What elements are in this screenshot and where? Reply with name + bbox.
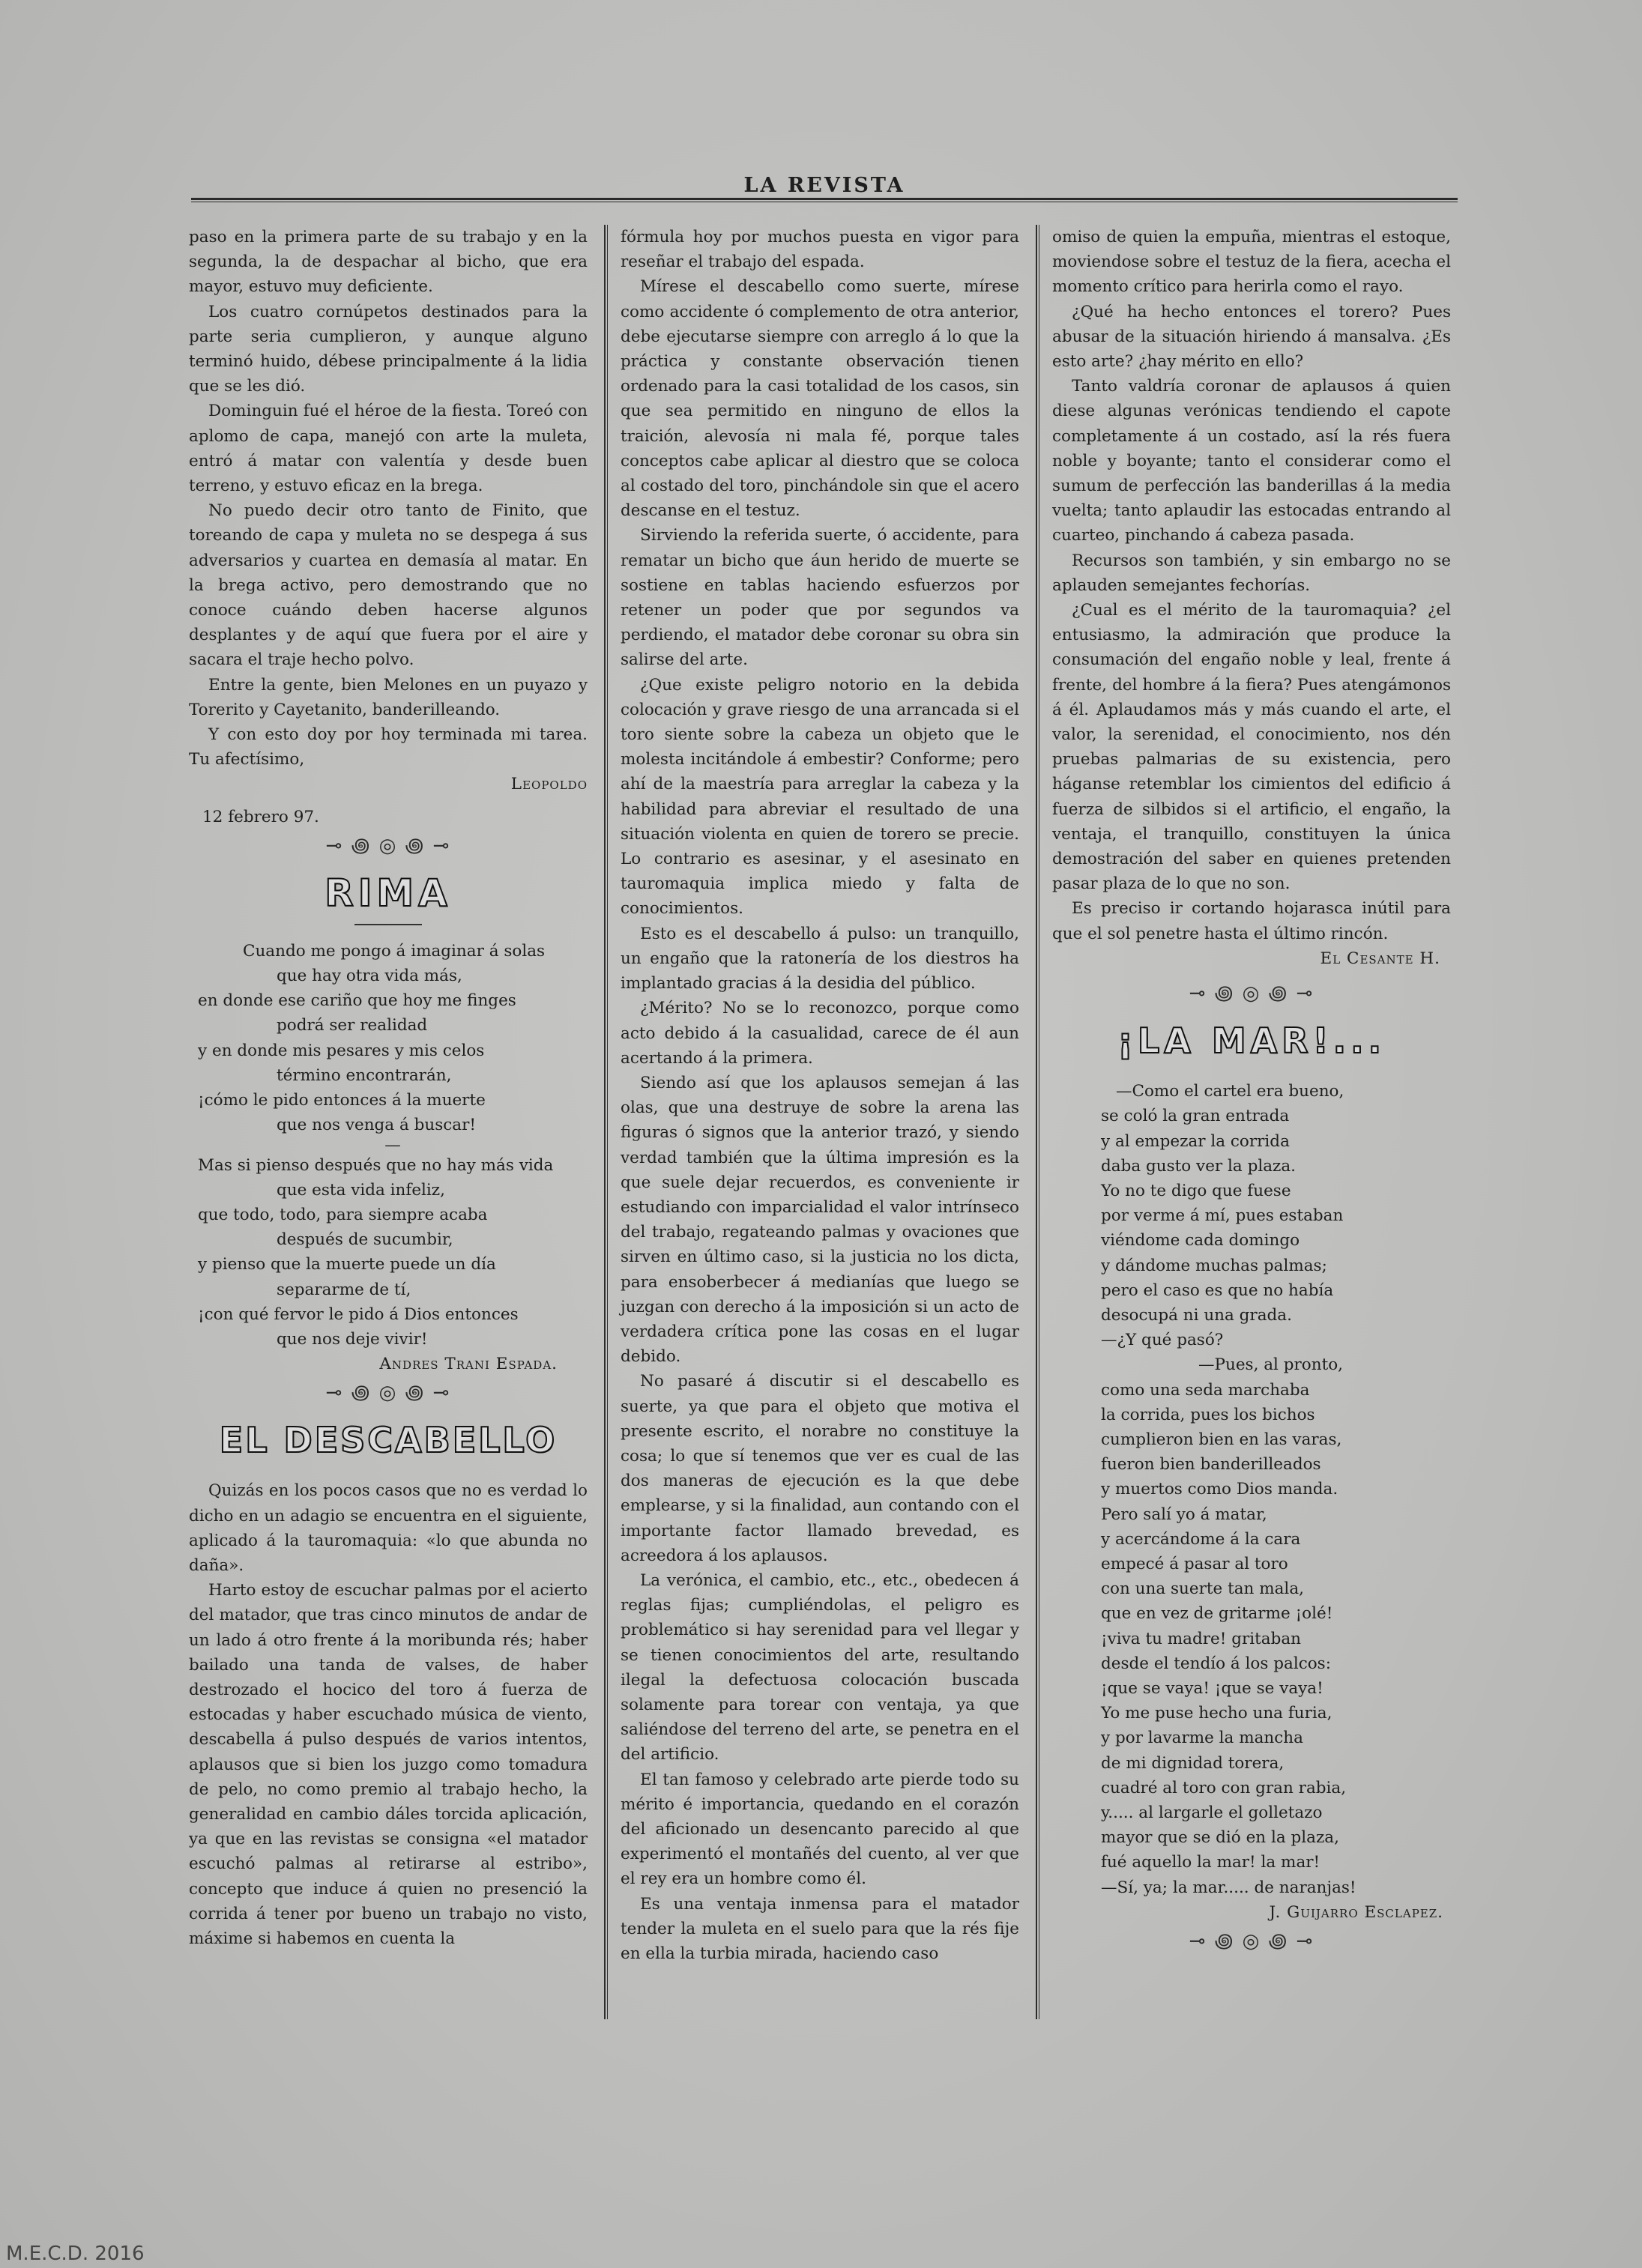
poem-line: con una suerte tan mala, [1101,1579,1304,1599]
poem-line: ¡viva tu madre! gritaban [1101,1629,1302,1648]
letter-paragraph: Dominguin fué el héroe de la fiesta. Toreó con aplomo de capa, manejó con arte la muleta, entró á matar con valentía y desde buen terreno, y estuvo eficaz en la brega. [189,402,588,496]
letter-paragraph: No puedo decir otro tanto de Finito, que toreando de capa y muleta no se despega á sus adversarios y cuartea en demasía al matar. En la brega activo, pero demostrando que no conoce cuándo deben hacerse algunos desplantes y de aquí que fuera por el aire y sacara el traje hecho polvo. [189,501,588,670]
poem-line: —Pues, al pronto, [1198,1355,1344,1375]
letter-paragraph: paso en la primera parte de su trabajo y en la segunda, la de despachar al bicho, que era mayor, estuvo muy deficiente. [189,228,588,297]
column-1 [189,225,588,1951]
descabello-title: EL DESCABELLO [219,1420,558,1461]
article-paragraph: Esto es el descabello á pulso: un tranquillo, un engaño que la ratonería de los diestros ha implantado gracias á la desidia del público. [621,924,1019,994]
poem-line: y pienso que la muerte puede un día [198,1255,496,1274]
article-paragraph: ¿Mérito? No se lo reconozco, porque como acto debido á la casualidad, carece de él aun acertando á la primera. [621,999,1019,1068]
article-paragraph: Mírese el descabello como suerte, mírese como accidente ó complemento de otra anterior, debe ejecutarse siempre con arreglo á lo que la práctica y constante observación tienen ordenado para la casi totalidad de los casos, sin que sea permitido en ninguno de ellos la traición, alevosía ni mala fé, porque tales conceptos cabe aplicar al diestro que se coloca al costado del toro, pinchándole sin que el acero descanse en el testuz. [621,277,1019,521]
poem-line: y por lavarme la mancha [1101,1729,1303,1748]
poem-line: ¡que se vaya! ¡que se vaya! [1101,1678,1323,1698]
poem-line: y muertos como Dios manda. [1101,1480,1338,1499]
poem-line: término encontrarán, [277,1065,452,1085]
poem-line: mayor que se dió en la plaza, [1101,1828,1339,1848]
article-paragraph: Recursos son también, y sin embargo no se aplauden semejantes fechorías. [1052,551,1451,595]
column-3 [1052,225,1451,1958]
poem-line: y..... al largarle el golletazo [1101,1803,1323,1822]
rima-title: RIMA [325,871,452,915]
poem-line: después de sucumbir, [277,1230,453,1250]
poem-line: Mas si pienso después que no hay más vida [198,1155,554,1175]
poem-line: daba gusto ver la plaza. [1101,1156,1297,1176]
poem-line: —Como el cartel era bueno, [1116,1082,1344,1101]
article-paragraph: omiso de quien la empuña, mientras el estoque, moviendose sobre el testuz de la fiera, acecha el momento crítico para herirla como el rayo. [1052,228,1451,297]
poem-line: que esta vida infeliz, [277,1180,445,1200]
poem-line: de mi dignidad torera, [1101,1753,1285,1773]
poem-line: que nos venga á buscar! [277,1116,477,1135]
poem-line: —¿Y qué pasó? [1101,1331,1224,1350]
letter-signature: Leopoldo [510,775,588,794]
ornament-divider: ⊸ ꩜ ◎ ꩜ ⊸ [325,1382,451,1405]
article-paragraph: ¿Cual es el mérito de la tauromaquia? ¿el entusiasmo, la admiración que produce la consumación del engaño noble y leal, frente á frente, del hombre á la fiera? Pues atengámonos á él. Aplaudamos más y más cuando el arte, el valor, la serenidad, el conocimiento, nos dén pruebas palmarias de su existencia, pero háganse retemblar los cimientos del edificio á fuerza de silbidos si el artificio, el engaño, la ventaja, el tranquillo, constituyen la única demostración del saber en quienes pretenden pasar plaza de lo que no son. [1052,601,1451,894]
column-divider-1 [604,225,608,2019]
poem-line: fué aquello la mar! la mar! [1101,1853,1320,1872]
column-divider-2 [1036,225,1039,2019]
rima-poem [198,939,588,1352]
letter-paragraph: Y con esto doy por hoy terminada mi tarea. Tu afectísimo, [189,725,588,769]
article-signature: El Cesante H. [1320,949,1440,968]
title-underline [354,924,422,925]
poem-line: y en donde mis pesares y mis celos [198,1041,485,1060]
poem-line: empecé á pasar al toro [1101,1554,1288,1573]
poem-line: y al empezar la corrida [1101,1131,1290,1151]
stanza-separator: — [384,1135,401,1155]
article-paragraph: No pasaré á discutir si el descabello es suerte, ya que para el objeto que motiva el presente escrito, el norabre no constituye la cosa; lo que sí tenemos que ver es cual de las dos maneras de ejecución es la que debe emplearse, y si la finalidad, aun contando con el importante factor llamado brevedad, es acreedora á los aplausos. [621,1372,1019,1565]
poem-line: cuadré al toro con gran rabia, [1101,1778,1347,1797]
ornament-divider: ⊸ ꩜ ◎ ꩜ ⊸ [325,834,451,857]
article-paragraph: El tan famoso y celebrado arte pierde todo su mérito é importancia, quedando en el corazón del aficionado un desencanto parecido al que experimentó el montañés del cuento, al ver que el rey era un hombre como él. [621,1770,1019,1889]
poem-line: como una seda marchaba [1101,1380,1310,1400]
poem-line: que en vez de gritarme ¡olé! [1101,1604,1333,1624]
poem-line: —Sí, ya; la mar..... de naranjas! [1101,1878,1356,1897]
poem-line: cumplieron bien en las varas, [1101,1430,1342,1449]
poem-line: Yo me puse hecho una furia, [1101,1704,1332,1723]
poem-line: se coló la gran entrada [1101,1107,1290,1126]
mar-title: ¡LA MAR!... [1117,1020,1386,1062]
poem-line: podrá ser realidad [277,1016,428,1035]
poem-line: desde el tendío á los palcos: [1101,1654,1331,1673]
poem-line: y dándome muchas palmas; [1101,1256,1327,1275]
spacer [1052,1067,1451,1079]
masthead-rule [191,198,1458,202]
article-paragraph: Sirviendo la referida suerte, ó accidente, para rematar un bicho que áun herido de muerte se sostiene en tablas haciendo esfuerzos por retener un poder que por segundos va perdiendo, el matador debe coronar su obra sin salirse del arte. [621,526,1019,670]
poem-line: Yo no te digo que fuese [1101,1181,1291,1200]
article-paragraph: Siendo así que los aplausos semejan á las olas, que una destruye de sobre la arena las figuras ó signos que la anterior trazó, y siendo verdad también que la última impresión es la que suele dejar recuerdos, es conveniente ir estudiando con imparcialidad el valor intrínseco del trabajo, regateando palmas y ovaciones que sirven en último caso, si la justicia no los dicta, para ensoberbecer á medianías que luego se juzgan con derecho á la imposición si un acto de verdadera crítica pone las cosas en el lugar debido. [621,1073,1019,1367]
poem-line: que nos deje vivir! [277,1329,428,1349]
poem-line: que todo, todo, para siempre acaba [198,1205,488,1224]
poem-line: Cuando me pongo á imaginar á solas [243,941,546,961]
letter-paragraph: Los cuatro cornúpetos destinados para la parte seria cumplieron, y aunque alguno terminó huido, débese principalmente á la lidia que se les dió. [189,302,588,396]
ornament-divider: ⊸ ꩜ ◎ ꩜ ⊸ [1189,982,1314,1006]
poem-line: por verme á mí, pues estaban [1101,1206,1344,1226]
poem-line: ¡cómo le pido entonces á la muerte [198,1091,486,1110]
archive-watermark: M.E.C.D. 2016 [6,2243,145,2265]
article-paragraph: Es una ventaja inmensa para el matador tender la muleta en el suelo para que la rés fije en ella la turbia mirada, haciendo caso [621,1894,1019,1964]
article-paragraph: Tanto valdría coronar de aplausos á quien diese algunas verónicas tendiendo el capote completamente á un costado, así la rés fuera noble y boyante; tanto el considerar como el sumum de perfección las banderillas á la media vuelta; tanto aplaudir las estocadas entrando al cuarteo, pinchando á cabeza pasada. [1052,377,1451,545]
letter-date: 12 febrero 97. [202,807,319,826]
article-paragraph: Harto estoy de escuchar palmas por el acierto del matador, que tras cinco minutos de andar de un lado á otro frente á la moribunda rés; haber bailado una tanda de valses, de haber destrozado el hocico del toro á fuerza de estocadas y haber escuchado música de viento, descabella á pulso después de varios intentos, aplausos que si bien los juzgo como tomadura de pelo, no como premio al trabajo hecho, la generalidad en cambio dáles torcida aplicación, ya que en las revistas se consigna «el matador escuchó palmas al retirarse al estribo», concepto que induce á quien no presenció la corrida á tener por bueno un trabajo no visto, máxime si habemos en cuenta la [189,1581,588,1948]
poem-line: que hay otra vida más, [277,967,462,986]
mar-poem [1101,1079,1451,1900]
poem-line: ¡con qué fervor le pido á Dios entonces [198,1304,519,1324]
rima-author: Andres Trani Espada. [379,1355,558,1374]
article-paragraph: ¿Que existe peligro notorio en la debida colocación y grave riesgo de una arrancada si el toro siente sobre la cabeza un objeto que le molesta incitándole á embestir? Conforme; pero ahí de la maestría para arreglar la cabeza y la habilidad para abreviar el resultado de una situación violenta en quien de torero se precie. Lo contrario es asesinar, y el asesinato en tauromaquia implica miedo y falta de conocimientos. [621,675,1019,919]
poem-line: la corrida, pues los bichos [1101,1405,1315,1424]
poem-line: desocupá ni una grada. [1101,1305,1292,1325]
poem-line: y acercándome á la cara [1101,1529,1301,1549]
poem-line: viéndome cada domingo [1101,1231,1300,1251]
poem-line: fueron bien banderilleados [1101,1455,1321,1475]
poem-line: pero el caso es que no había [1101,1280,1334,1300]
column-2 [621,225,1019,1966]
article-paragraph: La verónica, el cambio, etc., etc., obedecen á reglas fijas; cumpliéndolas, el peligro es problemático si hay serenidad para vel llegar y se tienen conocimientos del arte, resultando ilegal la defectuosa colocación buscada solamente para torear con ventaja, ya que saliéndose del terreno del arte, se penetra en el del artificio. [621,1570,1019,1764]
article-paragraph: Es preciso ir cortando hojarasca inútil para que el sol penetre hasta el último rincón. [1052,899,1451,943]
mar-author: J. Guijarro Esclapez. [1269,1902,1443,1922]
poem-line: separarme de tí, [277,1280,411,1299]
article-paragraph: Quizás en los pocos casos que no es verdad lo dicho en un adagio se encuentra en el siguiente, aplicado á la tauromaquia: «lo que abunda no daña». [189,1481,588,1575]
masthead [191,174,1458,201]
article-paragraph: ¿Qué ha hecho entonces el torero? Pues abusar de la situación hiriendo á mansalva. ¿Es esto arte? ¿hay mérito en ello? [1052,302,1451,372]
letter-paragraph: Entre la gente, bien Melones en un puyazo y Torerito y Cayetanito, banderilleando. [189,675,588,719]
article-paragraph: fórmula hoy por muchos puesta en vigor para reseñar el trabajo del espada. [621,228,1019,272]
ornament-divider: ⊸ ꩜ ◎ ꩜ ⊸ [1189,1930,1314,1953]
spacer [189,1466,588,1478]
masthead-title: LA REVISTA [743,174,905,197]
poem-line: en donde ese cariño que hoy me finges [198,991,516,1011]
poem-line: Pero salí yo á matar, [1101,1505,1267,1524]
